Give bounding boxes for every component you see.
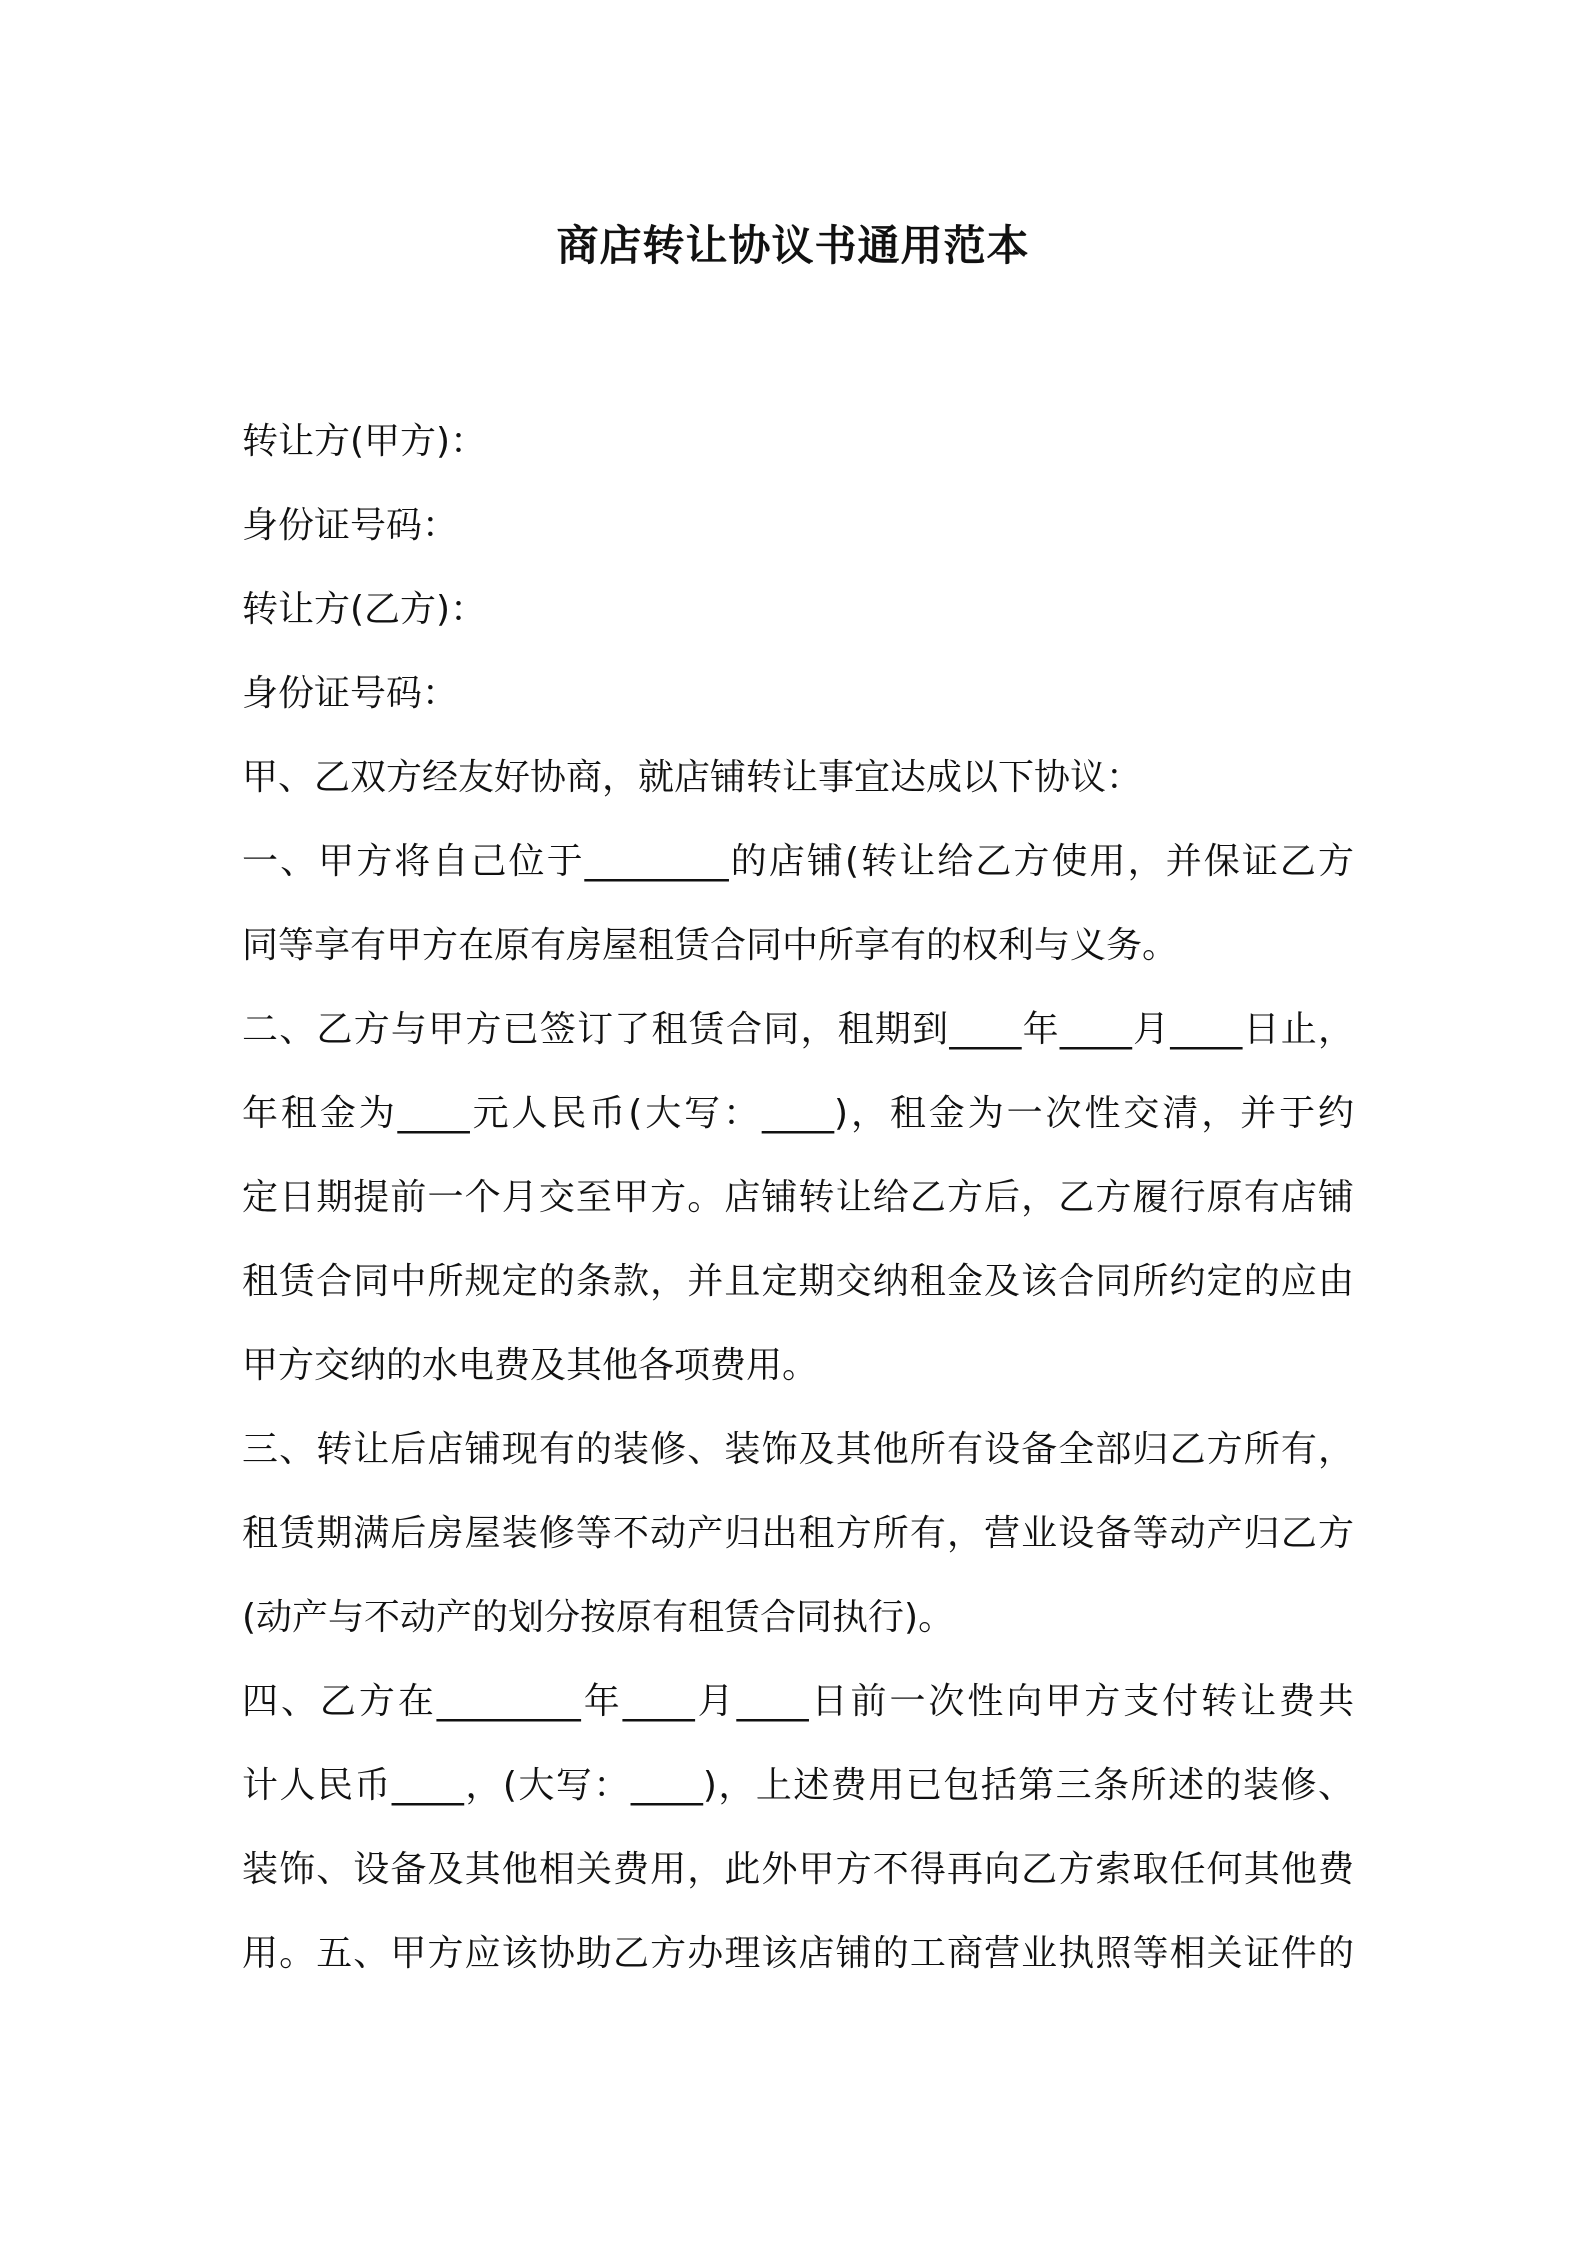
clause-1-line-2: 同等享有甲方在原有房屋租赁合同中所享有的权利与义务。: [242, 925, 1179, 966]
clause-4-line-3: 装饰、设备及其他相关费用，此外甲方不得再向乙方索取任何其他费: [242, 1849, 1354, 1890]
clause-4-line-1: 四、乙方在________年____月____日前一次性向甲方支付转让费共: [242, 1681, 1354, 1722]
preamble-line: 甲、乙双方经友好协商，就店铺转让事宜达成以下协议：: [242, 757, 1143, 798]
document-body: [242, 400, 1354, 1996]
clause-1-line-1: 一、甲方将自己位于________的店铺(转让给乙方使用，并保证乙方: [242, 841, 1354, 882]
clause-2-line-5: 甲方交纳的水电费及其他各项费用。: [242, 1345, 819, 1386]
party-b-id-line: 身份证号码：: [242, 673, 459, 714]
clause-2-line-4: 租赁合同中所规定的条款，并且定期交纳租金及该合同所约定的应由: [242, 1261, 1354, 1302]
clause-2-line-3: 定日期提前一个月交至甲方。店铺转让给乙方后，乙方履行原有店铺: [242, 1177, 1354, 1218]
clause-2-line-2: 年租金为____元人民币(大写：____)，租金为一次性交清，并于约: [242, 1093, 1354, 1134]
party-b-line: 转让方(乙方)：: [242, 589, 487, 630]
document-title: 商店转让协议书通用范本: [556, 221, 1030, 270]
clause-5-line-1: 用。五、甲方应该协助乙方办理该店铺的工商营业执照等相关证件的: [242, 1933, 1354, 1974]
party-a-id-line: 身份证号码：: [242, 505, 459, 546]
clause-4-line-2: 计人民币____，(大写：____)，上述费用已包括第三条所述的装修、: [242, 1765, 1354, 1806]
clause-3-line-3: (动产与不动产的划分按原有租赁合同执行)。: [242, 1597, 955, 1638]
party-a-line: 转让方(甲方)：: [242, 421, 487, 462]
clause-3-line-2: 租赁期满后房屋装修等不动产归出租方所有，营业设备等动产归乙方: [242, 1513, 1354, 1554]
clause-2-line-1: 二、乙方与甲方已签订了租赁合同，租期到____年____月____日止，: [242, 1009, 1354, 1050]
clause-3-line-1: 三、转让后店铺现有的装修、装饰及其他所有设备全部归乙方所有，: [242, 1429, 1354, 1470]
